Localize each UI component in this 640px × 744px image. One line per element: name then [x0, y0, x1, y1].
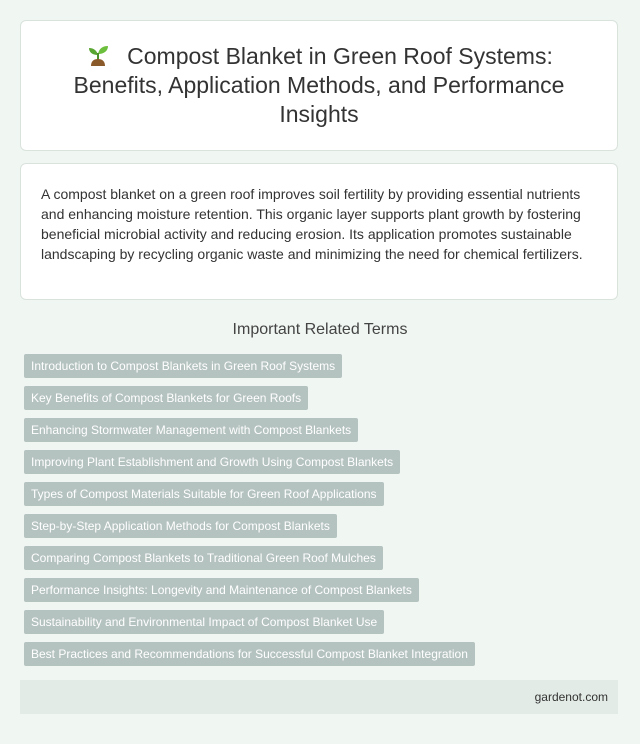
term-tag[interactable]: Key Benefits of Compost Blankets for Green Roofs [24, 386, 308, 410]
related-terms-heading: Important Related Terms [232, 321, 408, 338]
term-tag[interactable]: Introduction to Compost Blankets in Green Roof Systems [24, 354, 342, 378]
term-tag[interactable]: Comparing Compost Blankets to Traditional Green Roof Mulches [24, 546, 383, 570]
title-card [20, 20, 618, 151]
term-tag[interactable]: Best Practices and Recommendations for Successful Compost Blanket Integration [24, 642, 475, 666]
footer [20, 680, 618, 714]
related-terms-list [24, 354, 614, 666]
term-tag[interactable]: Types of Compost Materials Suitable for Green Roof Applications [24, 482, 384, 506]
seedling-icon [85, 42, 111, 66]
page-title [51, 42, 587, 129]
term-tag[interactable]: Sustainability and Environmental Impact of Compost Blanket Use [24, 610, 384, 634]
term-tag[interactable]: Step-by-Step Application Methods for Compost Blankets [24, 514, 337, 538]
summary-text: A compost blanket on a green roof improves soil fertility by providing essential nutrients and enhancing moisture retention. This organic layer supports plant growth by fostering beneficial microbial activity and reducing erosion. Its application promotes sustainable landscaping by recycling organic waste and minimizing the need for chemical fertilizers. [41, 186, 583, 262]
term-tag[interactable]: Performance Insights: Longevity and Maintenance of Compost Blankets [24, 578, 419, 602]
page-title-text: Compost Blanket in Green Roof Systems: Benefits, Application Methods, and Performance Insights [73, 43, 565, 127]
term-tag[interactable]: Enhancing Stormwater Management with Compost Blankets [24, 418, 358, 442]
footer-site-link[interactable]: gardenot.com [534, 690, 608, 704]
summary-card [20, 163, 618, 300]
term-tag[interactable]: Improving Plant Establishment and Growth Using Compost Blankets [24, 450, 400, 474]
